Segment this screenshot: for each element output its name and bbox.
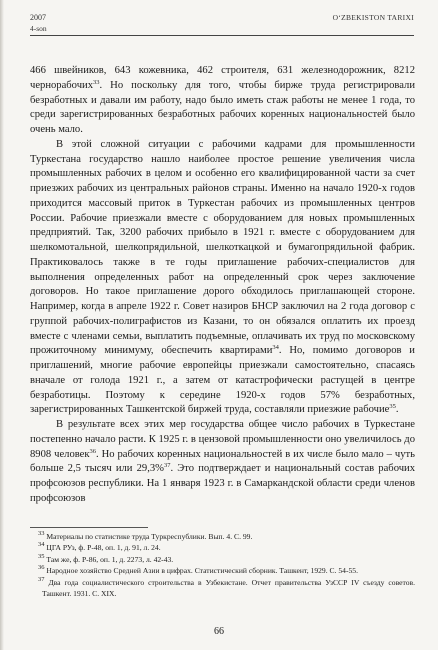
paragraph-text: . Но рабочих коренных национальностей в их числе было мало – чуть больше 2,5 тысяч или 29,3% — [30, 448, 415, 475]
body-text — [30, 64, 415, 507]
body-paragraph — [30, 138, 415, 418]
footnote-number: 34 — [38, 541, 45, 549]
footnote-text: ЦГА РУз, ф. Р-48, оп. 1, д. 91, л. 24. — [46, 543, 161, 553]
footnote-number: 33 — [38, 530, 45, 537]
footnote-number: 35 — [38, 552, 45, 560]
body-paragraph — [30, 418, 415, 507]
footnote-ref: 37 — [164, 462, 171, 470]
footnote — [30, 542, 415, 553]
footnote — [30, 554, 415, 565]
footnote — [30, 577, 415, 600]
footnote-text: Там же, ф. Р-86, оп. 1, д. 2273, л. 42-43. — [46, 554, 174, 564]
header-rule — [30, 35, 414, 36]
page-number: 66 — [214, 626, 224, 637]
footnote-ref: 35 — [389, 403, 396, 411]
paragraph-text: . Но, помимо договоров и приглашений, многие рабочие европейцы приезжали самостоятельно, спасаясь вначале от голода 1921 г., а затем от катастрофически растущей в центре безработицы. Поэтому к середине 1920-х годов 57% безработных, зарегистрированных Ташкентской биржей труда, составляли приезжие рабочие — [30, 345, 415, 416]
header-journal-title: O‘ZBEKISTON TARIXI — [332, 13, 414, 22]
paragraph-text: . Это подтверждает и национальный состав рабочих профсоюзов республики. На 1 января 1923 г. в Самаркандской области среди членов профсоюзов — [30, 463, 416, 504]
footnote-text: Два года социалистического строительства в Узбекистане. Отчет правительства УзССР IV съезду советов. Ташкент. 1931. С. XIX. — [42, 577, 415, 599]
footnote-text: Народное хозяйство Средней Азии в цифрах. Статистический сборник. Ташкент, 1929. С. 54-55. — [46, 566, 358, 576]
paragraph-text: . Но поскольку для того, чтобы бирже труда регистрировали безработных и давали им работу, надо было иметь стаж работы не менее 1 года, то среди зарегистрированных безработных рабочих коренных национальностей было очень мало. — [30, 79, 415, 135]
paragraph-text: В этой сложной ситуации с рабочими кадрами для промышленности Туркестана государство нашло наиболее простое решение увеличения числа промышленных рабочих в целом и особенно его квалифицированной части за счет приезжих рабочих из центральных районов страны. Именно на начало 1920-х годов приходится массовый приток в Туркестан рабочих из промышленных центров России. Рабочие приезжали вместе с оборудованием для новых промышленных предприятий. Так, 3200 рабочих прибыло в 1921 г. вместе с оборудованием для шелкомотальной, шелкопрядильной, шелкоткацкой и бумагопрядильной фабрик. Практиковалось также в те годы приглашение рабочих-специалистов для выполнения определенных работ на определенный срок через заключение договоров. Но такое приглашение дорого обходилось приглашающей стороне. Например, когда в апреле 1922 г. Совет назиров БНСР заключил на 2 года договор с группой рабочих-полиграфистов из Казани, то он обязался оплатить их проезд вместе с членами семьи, выплатить подъемные, оплачивать их труд по московскому прожиточному минимуму, обеспечить квартирами — [30, 138, 415, 357]
running-header — [30, 13, 414, 41]
footnote-text: Материалы по статистике труда Туркреспублики. Вып. 4. С. 99. — [46, 532, 253, 541]
paragraph-text: . — [395, 404, 399, 416]
body-paragraph — [30, 64, 415, 138]
header-issue: 4-son — [30, 24, 47, 33]
footnote-number: 36 — [38, 564, 45, 572]
paragraph-text: В результате всех этих мер государства общее число рабочих в Туркестане постепенно начало расти. К 1925 г. в цензовой промышленности оно увеличилось до 8908 человек — [30, 419, 415, 460]
footnote-ref: 34 — [272, 344, 279, 352]
footnotes — [30, 531, 415, 599]
footnote-separator — [30, 527, 148, 528]
footnote — [30, 565, 415, 576]
paragraph-text: 466 швейников, 643 кожевника, 462 строителя, 631 железнодорожник, 8212 чернорабочих — [30, 65, 415, 91]
footnote-ref: 33 — [93, 78, 100, 86]
footnote-number: 37 — [38, 575, 45, 583]
header-year: 2007 — [30, 13, 46, 22]
footnote-ref: 36 — [89, 447, 97, 455]
footnote — [30, 531, 415, 542]
